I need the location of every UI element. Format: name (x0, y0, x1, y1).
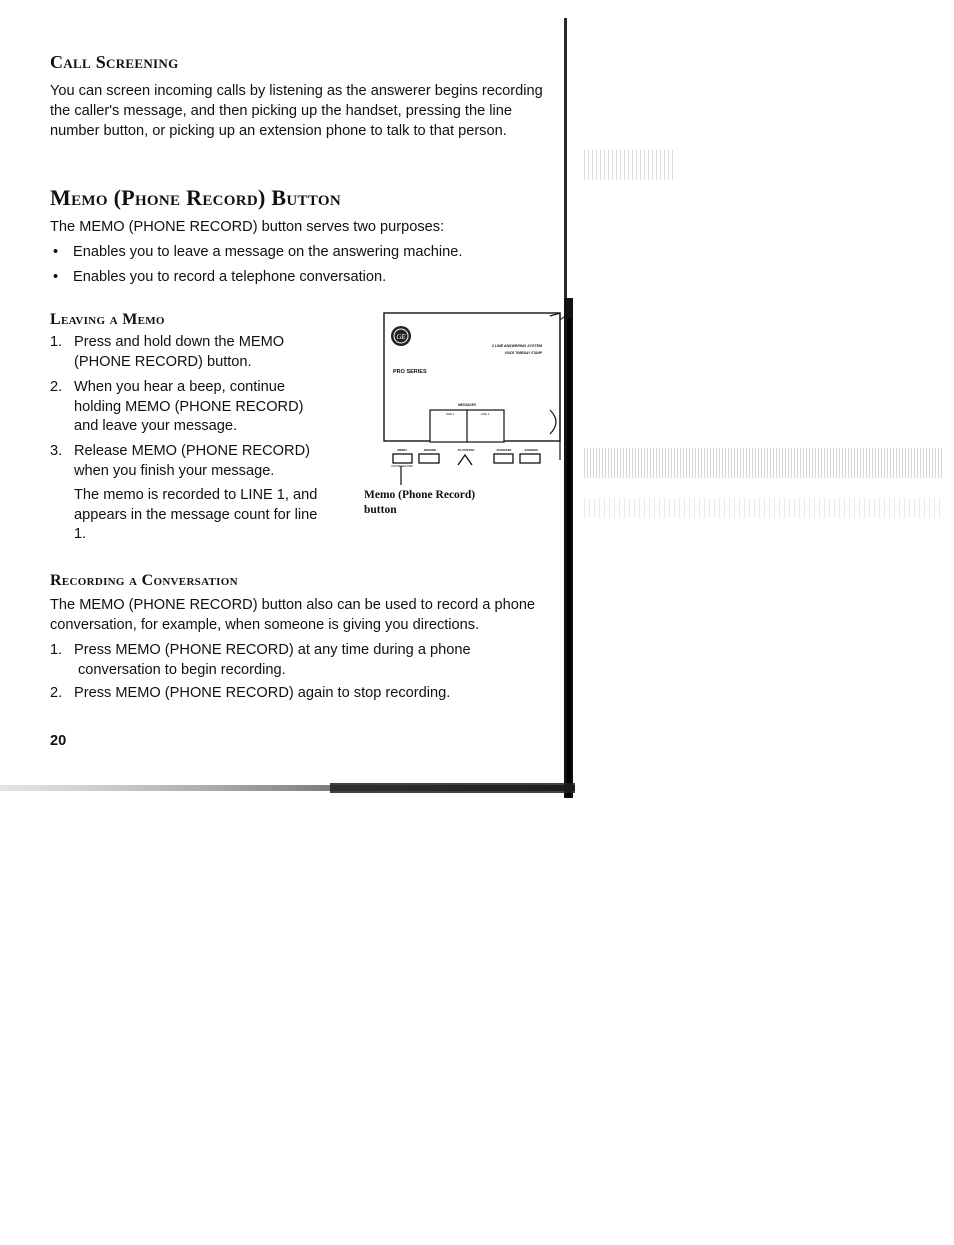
answer-button-label: ANSWER (524, 448, 538, 452)
line2-label: LINE 2 (480, 412, 490, 416)
line1-label: LINE 1 (445, 412, 455, 416)
list-item: • Enables you to leave a message on the answering machine. (50, 242, 550, 262)
leaving-step-3 (50, 442, 320, 481)
leaving-step-2 (50, 378, 320, 437)
recording-step-1 (50, 640, 520, 680)
step-number: 1. (50, 334, 63, 350)
series-label: PRO SERIES (393, 369, 427, 375)
memo-note: The memo is recorded to LINE 1, and appears in the message count for line 1. (74, 487, 318, 542)
step-text: When you hear a beep, continue holding MEMO (PHONE RECORD) and leave your message. (74, 379, 304, 434)
ff-erase-device-button (494, 454, 513, 463)
recording-conversation-heading: Recording a Conversation (50, 572, 238, 589)
rewind-button-label: REWIND (423, 448, 437, 452)
page-bottom-shadow (0, 781, 575, 795)
call-screening-heading: Call Screening (50, 52, 179, 72)
step-text: Press and hold down the MEMO (PHONE RECORD) button. (74, 334, 285, 370)
memo-device-button (393, 454, 412, 463)
step-text: Press MEMO (PHONE RECORD) at any time during a phone conversation to begin recording. (74, 642, 471, 678)
page-number: 20 (50, 733, 67, 749)
device-subtitle: VOICE TIME/DAY STAMP (504, 351, 542, 355)
scan-noise (584, 150, 674, 180)
leaving-memo-heading: Leaving a Memo (50, 311, 165, 328)
play-stop-device-button (458, 455, 472, 465)
rewind-device-button (419, 454, 439, 463)
scan-noise (584, 498, 944, 518)
step-number: 3. (50, 443, 63, 459)
play-stop-button-label: PLAY/STOP (457, 448, 475, 452)
binding-shadow (561, 18, 574, 803)
step-text: Release MEMO (PHONE RECORD) when you finish your message. (74, 443, 310, 479)
logo-text: GE (396, 333, 406, 341)
memo-button-intro: The MEMO (PHONE RECORD) button serves two purposes: (50, 219, 445, 235)
step-number: 2. (50, 685, 63, 701)
answering-machine-illustration (366, 310, 566, 485)
caption-line: button (364, 504, 397, 516)
figure-caption (364, 488, 524, 518)
messages-label: MESSAGES (457, 403, 477, 407)
step-number: 1. (50, 642, 63, 658)
phone-record-sub-label: PHONE RECORD (391, 465, 413, 468)
call-screening-body: You can screen incoming calls by listening as the answerer begins recording the caller's message, and then picking up the handset, pressing the line number button, or picking up an extension phone to talk to that person. (50, 83, 543, 139)
step-number: 2. (50, 379, 63, 395)
answer-device-button (520, 454, 540, 463)
memo-purpose-list (50, 242, 550, 292)
memo-button-label: MEMO (397, 448, 407, 452)
recording-conversation-body: The MEMO (PHONE RECORD) button also can be used to record a phone conversation, for example, when someone is giving you directions. (50, 597, 536, 633)
ff-erase-button-label: FF/ERASE (496, 448, 512, 452)
step-text: Press MEMO (PHONE RECORD) again to stop recording. (74, 685, 451, 701)
leaving-step-1 (50, 333, 310, 372)
list-item: • Enables you to record a telephone conversation. (50, 267, 550, 287)
memo-button-heading: Memo (Phone Record) Button (50, 185, 341, 210)
caption-line: Memo (Phone Record) (364, 489, 476, 501)
device-title: 2 LINE ANSWERING SYSTEM (491, 344, 542, 348)
recording-step-2 (50, 684, 520, 704)
scan-noise (584, 448, 944, 478)
